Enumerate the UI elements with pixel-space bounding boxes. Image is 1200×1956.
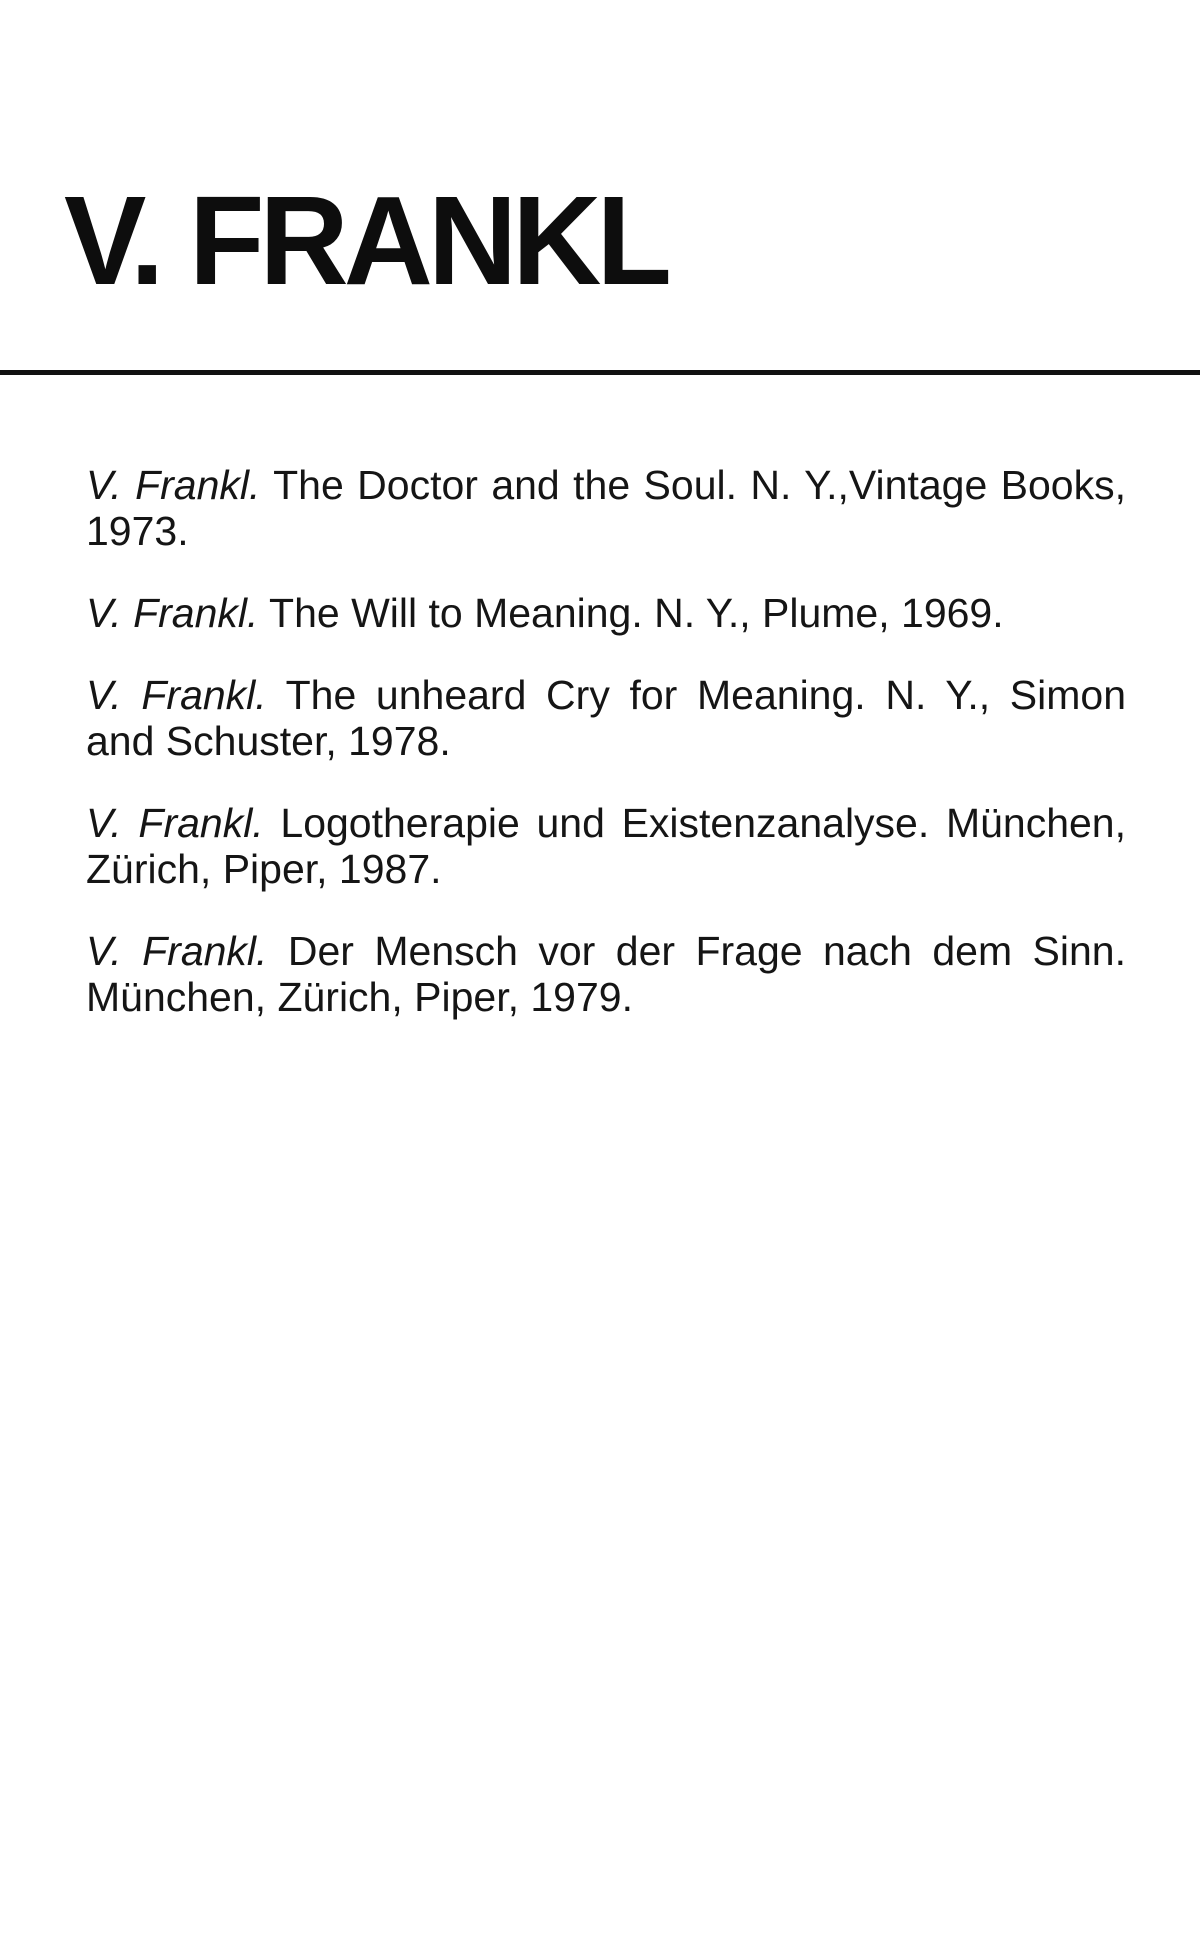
reference-item bbox=[86, 928, 1126, 1020]
reference-list bbox=[86, 462, 1126, 1056]
reference-author: V. Frankl. bbox=[86, 462, 261, 508]
reference-item bbox=[86, 800, 1126, 892]
reference-author: V. Frankl. bbox=[86, 672, 267, 718]
reference-text: The Doctor and the Soul. N. Y.,Vintage Books, 1973. bbox=[86, 462, 1126, 554]
reference-text: Logotherapie und Existenzanalyse. München, Zürich, Piper, 1987. bbox=[86, 800, 1127, 892]
reference-text: The unheard Cry for Meaning. N. Y., Simon and Schuster, 1978. bbox=[86, 672, 1127, 764]
reference-item bbox=[86, 672, 1126, 764]
reference-text: Der Mensch vor der Frage nach dem Sinn. München, Zürich, Piper, 1979. bbox=[86, 928, 1126, 1020]
title-divider bbox=[0, 370, 1200, 375]
reference-author: V. Frankl. bbox=[86, 590, 259, 636]
page-title: V. FRANKL bbox=[64, 170, 668, 311]
reference-author: V. Frankl. bbox=[86, 800, 264, 846]
reference-item bbox=[86, 462, 1126, 554]
reference-text: The Will to Meaning. N. Y., Plume, 1969. bbox=[258, 590, 1004, 636]
reference-author: V. Frankl. bbox=[86, 928, 268, 974]
reference-item bbox=[86, 590, 1126, 636]
